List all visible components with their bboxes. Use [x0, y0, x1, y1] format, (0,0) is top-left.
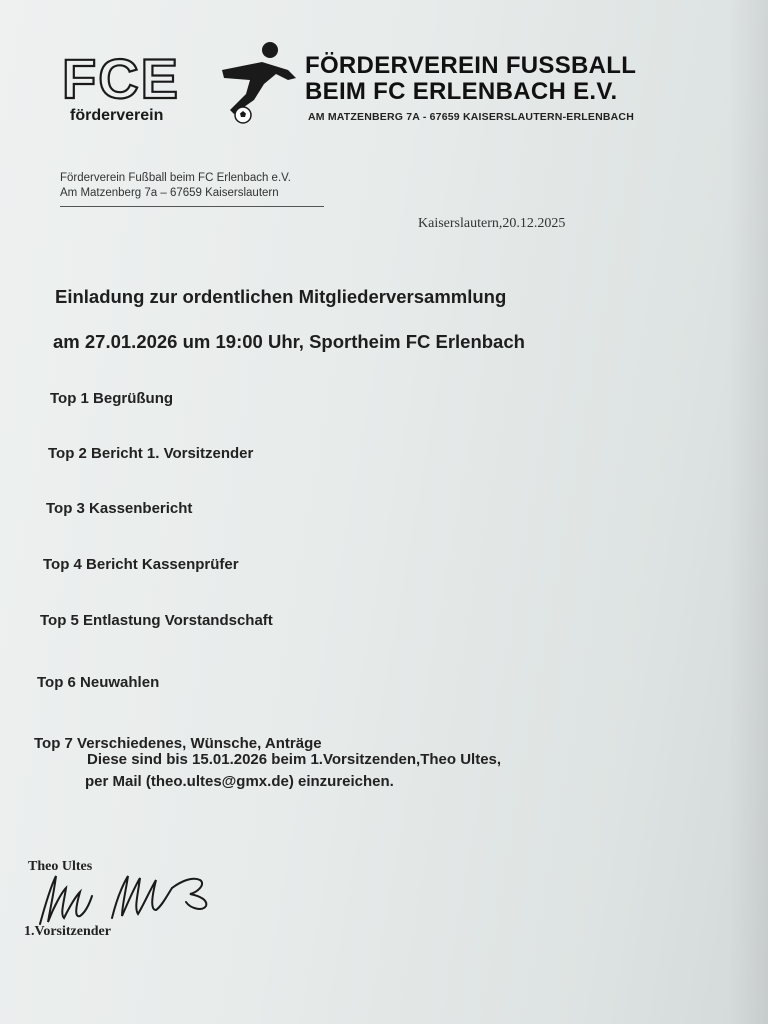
agenda-item: Top 4 Bericht Kassenprüfer [43, 556, 239, 573]
sender-line1: Förderverein Fußball beim FC Erlenbach e.V. [60, 172, 291, 184]
signatory-role: 1.Vorsitzender [24, 924, 111, 939]
agenda-item: Top 6 Neuwahlen [37, 674, 160, 691]
agenda-item: Top 3 Kassenbericht [46, 500, 193, 517]
soccer-player-icon [218, 40, 300, 126]
sender-divider [60, 206, 324, 207]
club-name-line2: BEIM FC ERLENBACH E.V. [305, 78, 618, 105]
letter-date: Kaiserslautern,20.12.2025 [418, 216, 566, 231]
club-name-line1: FÖRDERVEREIN FUSSBALL [305, 52, 637, 79]
soccer-ball-icon [234, 106, 252, 124]
club-name [305, 53, 636, 105]
club-logo [62, 47, 212, 124]
agenda-item: Top 5 Entlastung Vorstandschaft [40, 612, 273, 629]
svg-text:FCE: FCE [62, 47, 180, 110]
handwritten-signature [30, 862, 220, 932]
agenda-item: Top 7 Verschiedenes, Wünsche, Anträge [34, 735, 322, 752]
agenda-item: Top 2 Bericht 1. Vorsitzender [48, 445, 254, 462]
meeting-details: am 27.01.2026 um 19:00 Uhr, Sportheim FC Erlenbach [53, 331, 525, 352]
agenda-note-line2: per Mail (theo.ultes@gmx.de) einzureichen. [85, 773, 394, 790]
agenda-item: Top 1 Begrüßung [50, 390, 174, 407]
club-address: AM MATZENBERG 7A - 67659 KAISERSLAUTERN-ERLENBACH [308, 111, 634, 123]
invitation-headline: Einladung zur ordentlichen Mitgliederversammlung [55, 286, 507, 307]
agenda-note-line1: Diese sind bis 15.01.2026 beim 1.Vorsitzenden,Theo Ultes, [87, 751, 502, 768]
svg-text:förderverein: förderverein [70, 107, 164, 124]
sender-line2: Am Matzenberg 7a – 67659 Kaiserslautern [60, 187, 279, 199]
page-edge-shadow [728, 0, 768, 1024]
signatory-name: Theo Ultes [28, 859, 93, 874]
